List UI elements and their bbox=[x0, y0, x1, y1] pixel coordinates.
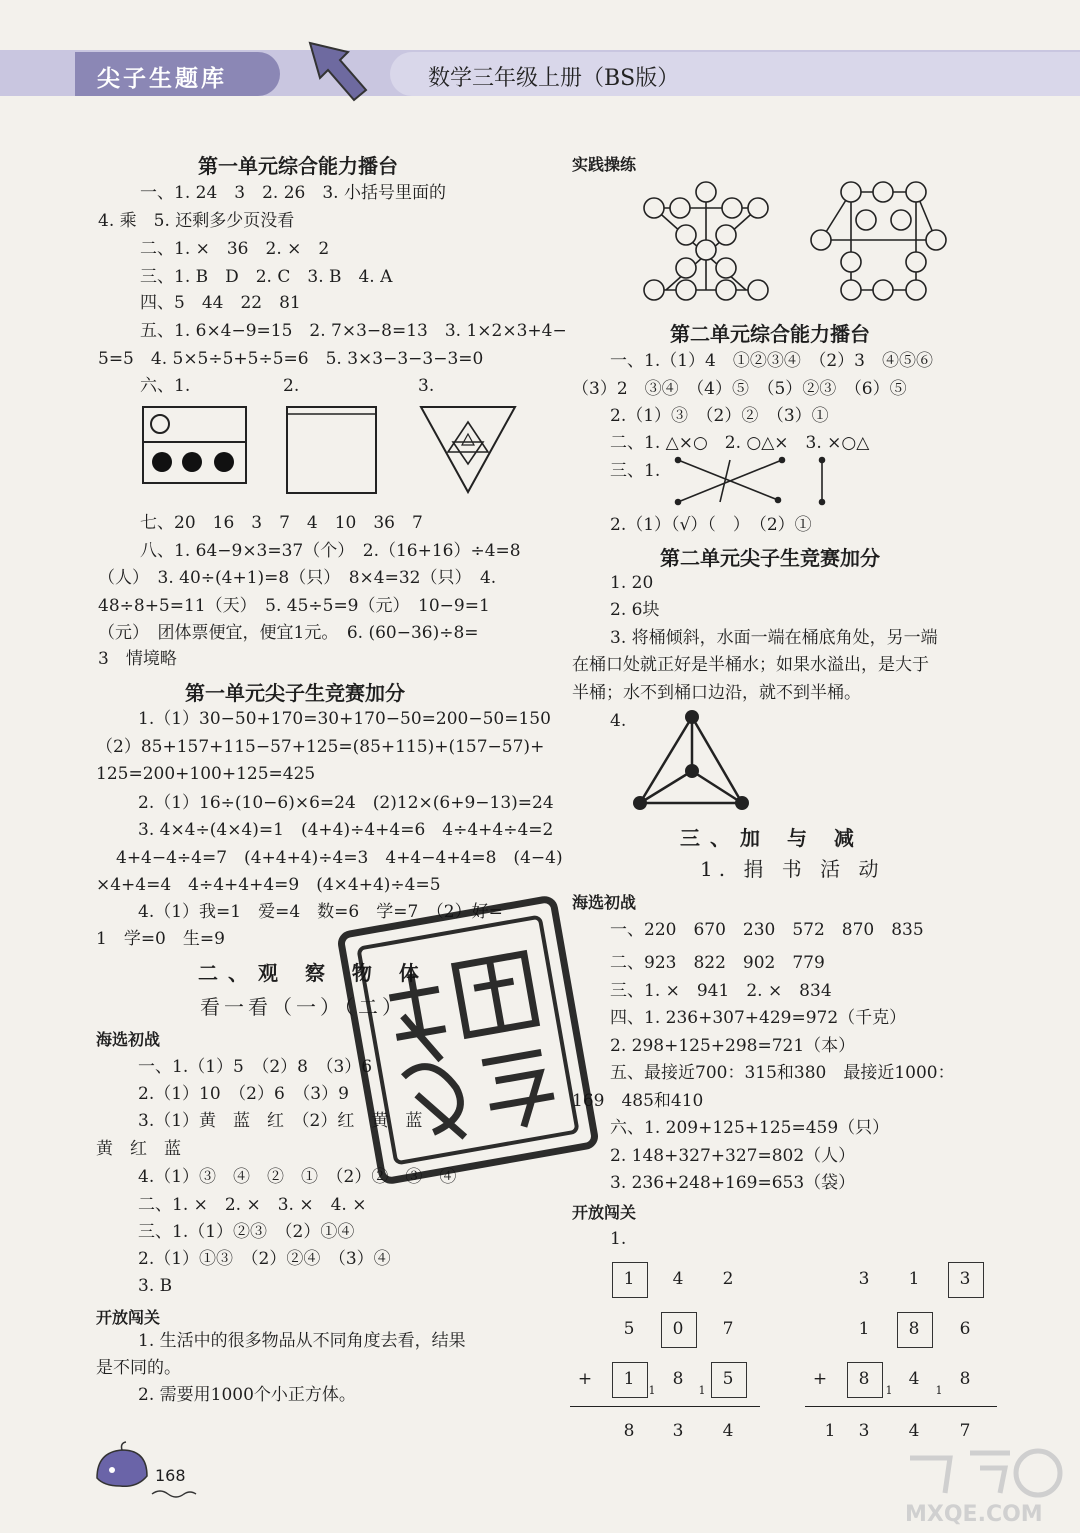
carry-digit: 1 bbox=[698, 1384, 706, 1397]
subject-tab bbox=[390, 52, 1080, 96]
q6-figure-2 bbox=[284, 404, 379, 496]
label-kaifang: 开放闯关 bbox=[96, 1308, 161, 1327]
vertical-addition-b bbox=[805, 1258, 1010, 1448]
digit: 4 bbox=[908, 1369, 920, 1389]
section-title-unit1-competition: 第一单元尖子生竞赛加分 bbox=[185, 681, 405, 705]
answer-line: 二、1. × 36 2. × 2 bbox=[140, 239, 330, 259]
answer-line: 一、1.（1）5 （2）8 （3）6 bbox=[138, 1057, 373, 1077]
answer-line: 半桶；水不到桶口边沿，就不到半桶。 bbox=[572, 683, 861, 703]
digit: 3 bbox=[959, 1269, 971, 1289]
answer-line: 3 情境略 bbox=[98, 649, 177, 669]
answer-line: 三、1.（1）②③ （2）①④ bbox=[138, 1222, 355, 1242]
digit: 6 bbox=[959, 1319, 971, 1339]
section-title-unit2-competition: 第二单元尖子生竞赛加分 bbox=[660, 546, 880, 570]
digit: 3 bbox=[672, 1421, 684, 1441]
lesson-title: 看一看（一）（二） bbox=[200, 995, 406, 1019]
answer-line: 一、220 670 230 572 870 835 bbox=[610, 920, 924, 940]
answer-line: 3.（1）黄 蓝 红 （2）红 黄 蓝 bbox=[138, 1111, 423, 1131]
digit: 4 bbox=[672, 1269, 684, 1289]
answer-line: （2）85+157+115−57+125=(85+115)+(157−57)+ bbox=[96, 737, 545, 757]
answer-line: 五、最接近700：315和380 最接近1000： bbox=[610, 1063, 955, 1083]
digit: 8 bbox=[908, 1319, 920, 1339]
answer-line: 2.（1）（√）（ ） （2）① bbox=[610, 515, 812, 535]
digit: 5 bbox=[623, 1319, 635, 1339]
answer-line: 五、1. 6×4−9=15 2. 7×3−8=13 3. 1×2×3+4− bbox=[140, 321, 567, 341]
answer-line: 1.（1）30−50+170=30+170−50=200−50=150 bbox=[138, 709, 551, 729]
answer-line: 三、1. bbox=[610, 461, 661, 481]
answer-line: 1 学=0 生=9 bbox=[96, 929, 225, 949]
answer-line: 4. bbox=[610, 711, 627, 731]
sum-line bbox=[570, 1406, 760, 1407]
label-practice: 实践操练 bbox=[572, 155, 637, 174]
digit: 8 bbox=[858, 1369, 870, 1389]
q6-label-3: 3. bbox=[418, 376, 435, 396]
answer-line: 3. 将桶倾斜，水面一端在桶底角处，另一端 bbox=[610, 628, 938, 648]
answer-line: 1. 生活中的很多物品从不同角度去看，结果 bbox=[138, 1331, 466, 1351]
answer-line: 5=5 4. 5×5÷5+5÷5=6 5. 3×3−3−3−3=0 bbox=[98, 349, 484, 369]
answer-line: 七、20 16 3 7 4 10 36 7 bbox=[140, 513, 423, 533]
answer-line: 三、1. B D 2. C 3. B 4. A bbox=[140, 267, 393, 287]
answer-line: 2. 6块 bbox=[610, 600, 660, 620]
answer-line: 是不同的。 bbox=[96, 1358, 181, 1378]
answer-line: 4.（1）我=1 爱=4 数=6 学=7 （2）好= bbox=[138, 902, 503, 922]
answer-line: 二、923 822 902 779 bbox=[610, 953, 825, 973]
answer-line: 2.（1）10 （2）6 （3）9 bbox=[138, 1084, 349, 1104]
answer-line: 125=200+100+125=425 bbox=[96, 764, 316, 784]
answer-line: 2.（1）16÷(10−6)×6=24 (2)12×(6+9−13)=24 bbox=[138, 793, 554, 813]
digit: 1 bbox=[908, 1269, 920, 1289]
q6-figure-3 bbox=[418, 404, 518, 496]
vertical-addition-a bbox=[570, 1258, 800, 1448]
carry-digit: 1 bbox=[648, 1384, 656, 1397]
q-label: 1. bbox=[610, 1229, 627, 1249]
label-haixuan: 海选初战 bbox=[96, 1030, 161, 1049]
q6-label-2: 2. bbox=[283, 376, 300, 396]
answer-line: 黄 红 蓝 bbox=[96, 1139, 181, 1159]
answer-line: （人） 3. 40÷(4+1)=8（只） 8×4=32（只） 4. bbox=[98, 568, 497, 588]
chapter-title-observe: 二、观 察 物 体 bbox=[198, 961, 429, 985]
answer-line: 三、1. × 941 2. × 834 bbox=[610, 981, 832, 1001]
digit: 8 bbox=[623, 1421, 635, 1441]
q6-figure-1 bbox=[140, 404, 250, 486]
digit: 3 bbox=[858, 1421, 870, 1441]
answer-line: 2. 148+327+327=802（人） bbox=[610, 1146, 856, 1166]
digit: 1 bbox=[824, 1421, 836, 1441]
answer-line: 169 485和410 bbox=[572, 1091, 704, 1111]
answer-line: 3. B bbox=[138, 1276, 173, 1296]
brand-title: 尖子生题库 bbox=[97, 66, 227, 92]
answer-line: 2.（1）①③ （2）②④ （3）④ bbox=[138, 1249, 391, 1269]
answer-line: 2. 298+125+298=721（本） bbox=[610, 1036, 856, 1056]
answer-line: 二、1. × 2. × 3. × 4. × bbox=[138, 1195, 367, 1215]
answer-line: （3）2 ③④ （4）⑤ （5）②③ （6）⑤ bbox=[572, 379, 907, 399]
circle-puzzle-figures bbox=[636, 180, 956, 305]
section-title-unit1-ability: 第一单元综合能力播台 bbox=[198, 154, 398, 178]
label-haixuan: 海选初战 bbox=[572, 893, 637, 912]
digit: 8 bbox=[959, 1369, 971, 1389]
answer-line: 八、1. 64−9×3=37（个） 2.（16+16）÷4=8 bbox=[140, 541, 521, 561]
digit: 7 bbox=[959, 1421, 971, 1441]
svg-text:MXQE.COM: MXQE.COM bbox=[905, 1502, 1043, 1527]
answer-line: 48÷8+5=11（天） 5. 45÷5=9（元） 10−9=1 bbox=[98, 596, 490, 616]
answer-line: 四、1. 236+307+429=972（千克） bbox=[610, 1008, 907, 1028]
lesson-title: 1. 捐 书 活 动 bbox=[700, 857, 885, 881]
sum-line bbox=[805, 1406, 997, 1407]
digit: 4 bbox=[908, 1421, 920, 1441]
answer-line: 4. 乘 5. 还剩多少页没看 bbox=[98, 211, 295, 231]
carry-digit: 1 bbox=[935, 1384, 943, 1397]
answer-line: 4.（1）③ ④ ② ① （2）② ③ ④ bbox=[138, 1167, 457, 1187]
brand-tab bbox=[75, 52, 280, 96]
answer-line: 4+4−4÷4=7 (4+4+4)÷4=3 4+4−4+4=8 (4−4) bbox=[116, 848, 563, 868]
plus-sign: + bbox=[812, 1369, 828, 1389]
answer-line: 一、1.（1）4 ①②③④ （2）3 ④⑤⑥ bbox=[610, 351, 933, 371]
digit: 0 bbox=[672, 1319, 684, 1339]
matching-lines-figure bbox=[670, 452, 840, 512]
answer-line: 六、1. 209+125+125=459（只） bbox=[610, 1118, 890, 1138]
arrow-icon bbox=[300, 38, 370, 103]
answer-line: ×4+4=4 4÷4+4+4=9 (4×4+4)÷4=5 bbox=[96, 875, 441, 895]
whale-mascot-icon bbox=[92, 1440, 152, 1490]
answer-line: 2. 需要用1000个小正方体。 bbox=[138, 1385, 356, 1405]
digit: 5 bbox=[722, 1369, 734, 1389]
answer-line: 1. 20 bbox=[610, 573, 654, 593]
answer-line: 一、1. 24 3 2. 26 3. 小括号里面的 bbox=[140, 183, 446, 203]
carry-digit: 1 bbox=[885, 1384, 893, 1397]
tetrahedron-figure bbox=[630, 705, 755, 815]
plus-sign: + bbox=[577, 1369, 593, 1389]
q6-label: 六、1. bbox=[140, 376, 191, 396]
digit: 1 bbox=[623, 1269, 635, 1289]
ink-stamp-icon bbox=[338, 895, 598, 1185]
answer-line: 二、1. △×○ 2. ○△× 3. ×○△ bbox=[610, 433, 870, 453]
digit: 2 bbox=[722, 1269, 734, 1289]
page-number: 168 bbox=[155, 1466, 186, 1485]
answer-line: 3. 4×4÷(4×4)=1 (4+4)÷4+4=6 4÷4+4÷4=2 bbox=[138, 820, 554, 840]
subject-title: 数学三年级上册（BS版） bbox=[428, 66, 680, 91]
answer-line: （元） 团体票便宜，便宜1元。 6. (60−36)÷8= bbox=[98, 623, 479, 643]
wave-decoration bbox=[150, 1488, 198, 1500]
watermark-logo-icon bbox=[890, 1443, 1070, 1528]
section-title-unit2-ability: 第二单元综合能力播台 bbox=[670, 322, 870, 346]
digit: 1 bbox=[623, 1369, 635, 1389]
digit: 3 bbox=[858, 1269, 870, 1289]
digit: 7 bbox=[722, 1319, 734, 1339]
label-kaifang: 开放闯关 bbox=[572, 1203, 637, 1222]
digit: 1 bbox=[858, 1319, 870, 1339]
answer-line: 在桶口处就正好是半桶水；如果水溢出，是大于 bbox=[572, 655, 929, 675]
answer-line: 2.（1）③ （2）② （3）① bbox=[610, 406, 829, 426]
digit: 4 bbox=[722, 1421, 734, 1441]
answer-line: 3. 236+248+169=653（袋） bbox=[610, 1173, 856, 1193]
answer-line: 四、5 44 22 81 bbox=[140, 293, 301, 313]
chapter-title-add-sub: 三、加 与 减 bbox=[680, 826, 864, 850]
digit: 8 bbox=[672, 1369, 684, 1389]
